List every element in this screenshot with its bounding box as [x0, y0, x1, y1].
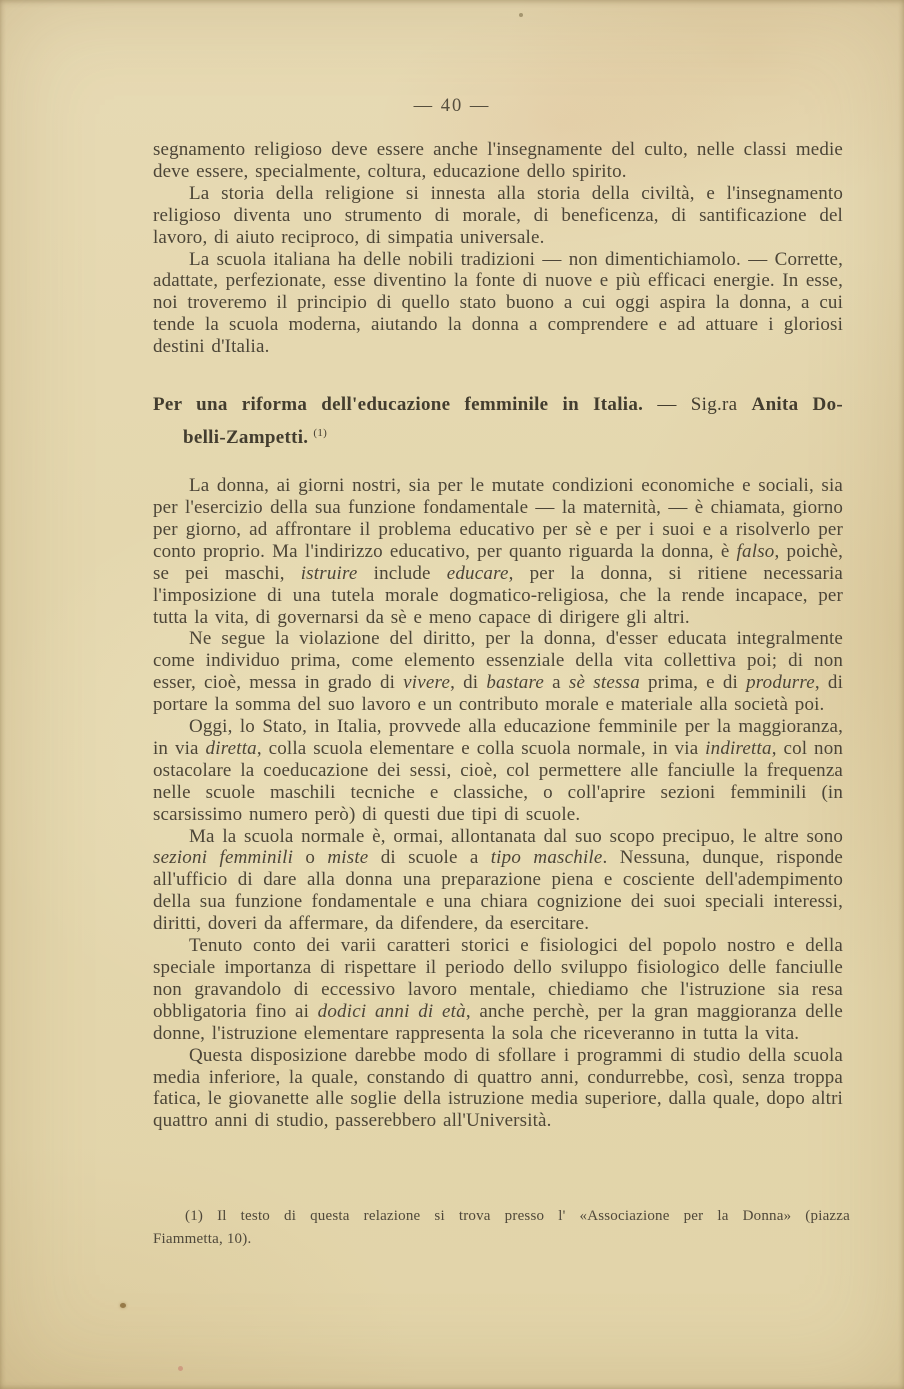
paragraph: Ne segue la violazione del diritto, per la donna, d'esser educata integralmente come individuo prima, come elemento essenziale della vita collettiva poi; di non esser, cioè, messa in grado di vivere, di bastare a sè stessa prima, e di produrre, di portare la somma del suo lavoro e un contributo morale e materiale alla società poi.	[153, 628, 844, 716]
paragraph: Oggi, lo Stato, in Italia, provvede alla educazione femminile per la maggioranza, in via diretta, colla scuola elementare e colla scuola normale, in via indiretta, col non ostacolare la coeducazione dei sessi, cioè, col permettere alle fanciulle la frequenza nelle scuole maschili tecniche e classiche, o coll'aprire sezioni femminili (in scarsissimo numero però) di questi due tipi di scuole.	[153, 716, 843, 825]
paragraph: segnamento religioso deve essere anche l'insegnamente del culto, nelle classi medie deve essere, specialmente, coltura, educazione dello spirito.	[153, 139, 843, 182]
paragraph: Tenuto conto dei varii caratteri storici e fisiologici del popolo nostro e della speciale importanza di rispettare il periodo dello sviluppo fisiologico delle fanciulle non gravandolo di eccessivo lavoro mentale, chiediamo che l'istruzione sia resa obbligatoria fino ai dodici anni di età, anche perchè, per la gran maggioranza delle donne, l'istruzione elementare rappresenta la sola che riceveranno in tutta la vita.	[153, 935, 843, 1044]
paragraph: Questa disposizione darebbe modo di sfollare i programmi di studio della scuola media inferiore, la quale, constando di quattro anni, condurrebbe, così, senza troppa fatica, le giovanette alle soglie della istruzione media superiore, dalla quale, dopo altri quattro anni di studio, passerebbero all'Università.	[153, 1044, 843, 1132]
paper-stain-speck	[178, 1366, 183, 1371]
paper-stain-speck	[120, 1303, 126, 1308]
page-number: — 40 —	[413, 96, 491, 116]
section-heading	[153, 388, 843, 454]
footnote	[153, 1205, 850, 1251]
section-heading-line: Per una riforma dell'educazione femminile in Italia. — Sig.ra Anita Do-	[153, 394, 844, 416]
section-heading-line: belli-Zampetti. $^{(1)}$	[183, 427, 328, 449]
paragraph: Ma la scuola normale è, ormai, allontanata dal suo scopo precipuo, le altre sono sezioni femminili o miste di scuole a tipo maschile. Nessuna, dunque, risponde all'ufficio di dare alla donna una preparazione piena e cosciente dell'adempimento della sua funzione fondamentale e una chiara cognizione dei suoi speciali interessi, diritti, doveri da affermare, da difendere, da esercitare.	[153, 825, 844, 935]
paragraph: La storia della religione si innesta alla storia della civiltà, e l'insegnamento religioso diventa uno strumento di morale, di beneficenza, di santificazione del lavoro, di aiuto reciproco, di simpatia universale.	[153, 182, 843, 248]
page-body-text	[153, 139, 843, 1132]
footnote-line: Fiammetta, 10).	[153, 1231, 252, 1247]
paragraph: La donna, ai giorni nostri, sia per le mutate condizioni economiche e sociali, sia per l'esercizio della sua funzione fondamentale — la maternità, — è chiamata, giorno per giorno, ad affrontare il problema educativo per sè e per i suoi e a risolverlo per conto proprio. Ma l'indirizzo educativo, per quanto riguarda la donna, è falso, poichè, se pei maschi, istruire include educare, per la donna, si ritiene necessaria l'imposizione di una tutela morale dogmatico-religiosa, che la rende incapace, per tutta la vita, di governarsi da sè e meno capace di dirigere gli altri.	[153, 475, 843, 628]
paragraph: La scuola italiana ha delle nobili tradizioni — non dimentichiamolo. — Corrette, adattate, perfezionate, esse diventino la fonte di nuove e più efficaci energie. In esse, noi troveremo il principio di quello stato buono a cui oggi aspira la donna, a cui tende la scuola moderna, aiutando la donna a comprendere e ad attuare i gloriosi destini d'Italia.	[153, 248, 843, 358]
paper-stain-speck	[519, 13, 523, 17]
footnote-line: (1) Il testo di questa relazione si trova presso l' «Associazione per la Donna» (piazza	[185, 1208, 850, 1224]
